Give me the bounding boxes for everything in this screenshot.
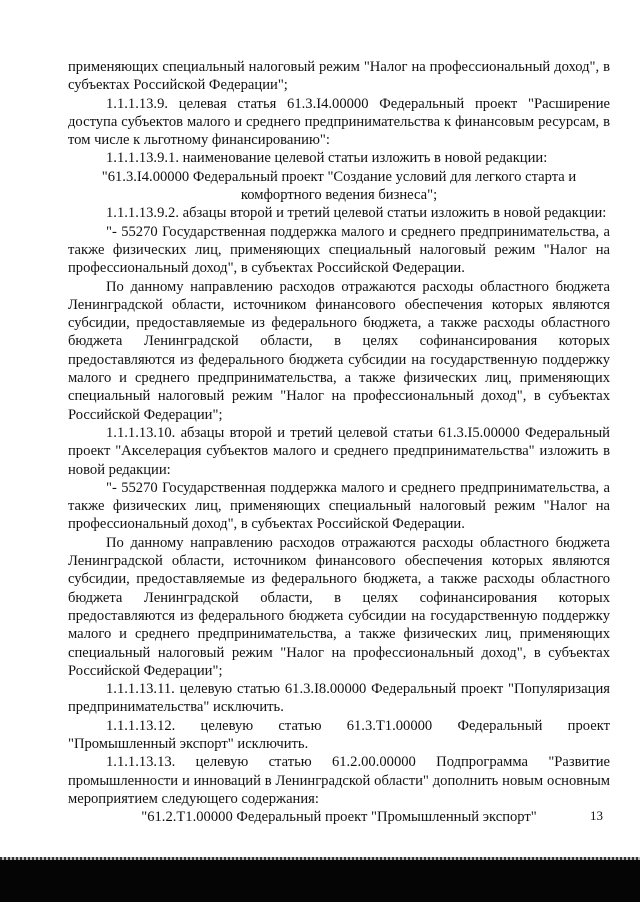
paragraph-item-13-11: 1.1.1.13.11. целевую статью 61.3.I8.00000 Федеральный проект "Популяризация предпринимательства" исключить. [68,681,610,716]
document-body [68,58,610,826]
paragraph-item-13-9-1: 1.1.1.13.9.1. наименование целевой статьи изложить в новой редакции: [106,150,548,167]
paragraph-item-13-12: 1.1.1.13.12. целевую статью 61.3.T1.00000 Федеральный проект "Промышленный экспорт" исключить. [68,717,610,752]
paragraph-expenses-second: По данному направлению расходов отражаются расходы областного бюджета Ленинградской области, источником финансового обеспечения которых являются субсидии, предоставляемые из федерального бюджета, а также расходы областного бюджета Ленинградской области, в целях софинансирования которых предоставляются из федерального бюджета субсидии на государственную поддержку малого и среднего предпринимательства, а также физических лиц, применяющих специальный налоговый режим "Налог на профессиональный доход", в субъектах Российской Федерации"; [68,534,610,679]
paragraph-item-13-10: 1.1.1.13.10. абзацы второй и третий целевой статьи 61.3.I5.00000 Федеральный проект "Акселерация субъектов малого и среднего предпринимательства" изложить в новой редакции: [68,424,610,478]
paragraph-item-13-9: 1.1.1.13.9. целевая статья 61.3.I4.00000 Федеральный проект "Расширение доступа субъектов малого и среднего предпринимательства к финансовым ресурсам, в том числе к льготному финансированию": [68,95,610,149]
paragraph-expenses-first: По данному направлению расходов отражаются расходы областного бюджета Ленинградской области, источником финансового обеспечения которых являются субсидии, предоставляемые из федерального бюджета, а также расходы областного бюджета Ленинградской области, в целях софинансирования которых предоставляются из федерального бюджета субсидии на государственную поддержку малого и среднего предпринимательства, а также физических лиц, применяющих специальный налоговый режим "Налог на профессиональный доход", в субъектах Российской Федерации"; [68,278,610,423]
page-number: 13 [590,808,603,823]
paragraph-new-title-i4: "61.3.I4.00000 Федеральный проект "Создание условий для легкого старта и комфортного ведения бизнеса"; [101,168,577,204]
paragraph-quote-55270-first: "- 55270 Государственная поддержка малого и среднего предпринимательства, а также физических лиц, применяющих специальный налоговый режим "Налог на профессиональный доход", в субъектах Российской Федерации. [68,223,610,277]
paragraph-continuation: применяющих специальный налоговый режим "Налог на профессиональный доход", в субъектах Российской Федерации"; [68,59,610,94]
paragraph-quote-55270-second: "- 55270 Государственная поддержка малого и среднего предпринимательства, а также физических лиц, применяющих специальный налоговый режим "Налог на профессиональный доход", в субъектах Российской Федерации. [68,479,610,533]
paragraph-new-title-t1: "61.2.T1.00000 Федеральный проект "Промышленный экспорт" [141,809,537,826]
scan-border-bar [0,860,640,902]
paragraph-item-13-13: 1.1.1.13.13. целевую статью 61.2.00.00000 Подпрограмма "Развитие промышленности и инноваций в Ленинградской области" дополнить новым основным мероприятием следующего содержания: [68,754,610,807]
paragraph-item-13-9-2: 1.1.1.13.9.2. абзацы второй и третий целевой статьи изложить в новой редакции: [106,205,607,222]
